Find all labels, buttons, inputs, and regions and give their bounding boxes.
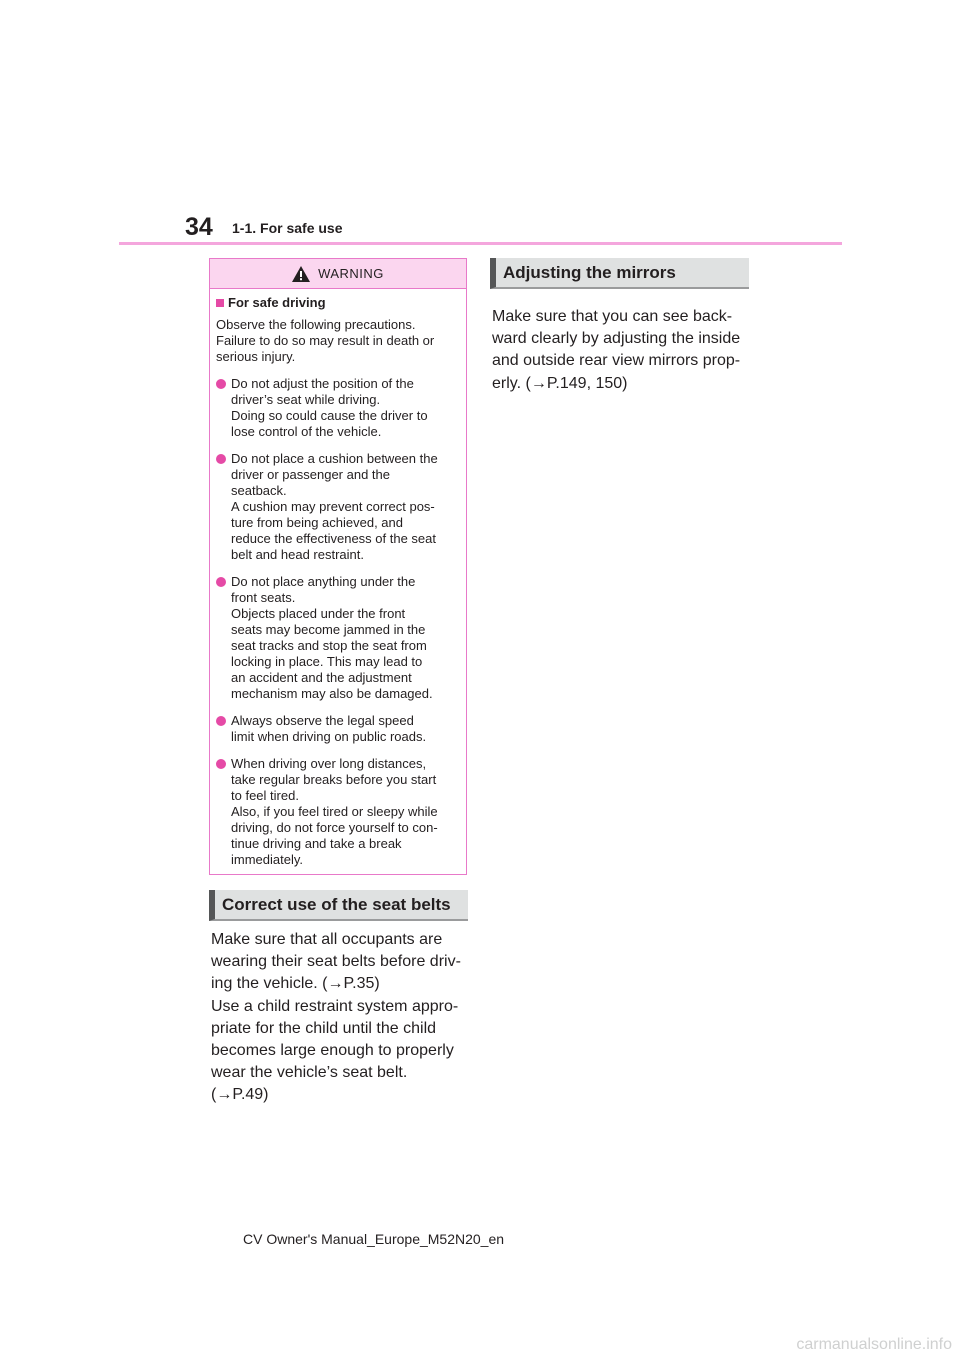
warning-bullet-text: Do not adjust the position of the driver’s seat while driving. Doing so could cause the driver to lose control of the vehicle.: [231, 376, 428, 439]
warning-bullet-text: Do not place a cushion between the driver or passenger and the seatback. A cushion may prevent correct pos- ture from being achieved, and reduce the effectiveness of the seat belt and head restraint.: [231, 451, 438, 562]
round-bullet-icon: [216, 577, 226, 587]
warning-bullet: [216, 713, 458, 745]
square-bullet-icon: [216, 299, 224, 307]
seat-belts-heading: Correct use of the seat belts: [209, 890, 468, 921]
round-bullet-icon: [216, 454, 226, 464]
warning-title: WARNING: [318, 265, 384, 281]
warning-bullet: [216, 574, 458, 702]
warning-header: [210, 259, 466, 289]
warning-body: [210, 289, 466, 868]
warning-subheading: [216, 295, 458, 311]
warning-bullet-text: Do not place anything under the front seats. Objects placed under the front seats may become jammed in the seat tracks and stop the seat from locking in place. This may lead to an accident and the adjustment mechanism may also be damaged.: [231, 574, 433, 701]
warning-box: [209, 258, 467, 875]
mirrors-heading: Adjusting the mirrors: [490, 258, 749, 289]
warning-subheading-text: For safe driving: [228, 295, 326, 310]
chapter-title: 1-1. For safe use: [232, 220, 343, 236]
watermark-logo: [752, 1332, 952, 1354]
warning-bullet: [216, 756, 458, 868]
round-bullet-icon: [216, 716, 226, 726]
warning-intro: Observe the following precautions. Failure to do so may result in death or serious injury.: [216, 317, 435, 364]
round-bullet-icon: [216, 379, 226, 389]
page-number: 34: [185, 213, 213, 241]
svg-text:carmanualsonline.info: carmanualsonline.info: [796, 1336, 952, 1353]
warning-triangle-icon: [292, 266, 310, 282]
header-rule: [119, 242, 842, 245]
warning-bullet: [216, 451, 458, 563]
warning-bullet-text: Always observe the legal speed limit when driving on public roads.: [231, 713, 427, 744]
seat-belts-text: Make sure that all occupants are wearing their seat belts before driv- ing the vehicle. (→P.35) Use a child restraint system appro- priate for the child until the child becomes large enough to properly wear the vehicle’s seat belt. (→P.49): [211, 931, 461, 1104]
warning-bullet-text: When driving over long distances, take regular breaks before you start to feel tired. Also, if you feel tired or sleepy while driving, do not force yourself to con- tinue driving and take a break immediately.: [231, 756, 438, 867]
warning-bullet: [216, 376, 458, 440]
round-bullet-icon: [216, 759, 226, 769]
mirrors-text: Make sure that you can see back- ward clearly by adjusting the inside and outside rear view mirrors prop- erly. (→P.149, 150): [492, 308, 741, 392]
page-header: [0, 0, 960, 250]
footer-manual-id: CV Owner's Manual_Europe_M52N20_en: [243, 1231, 505, 1247]
